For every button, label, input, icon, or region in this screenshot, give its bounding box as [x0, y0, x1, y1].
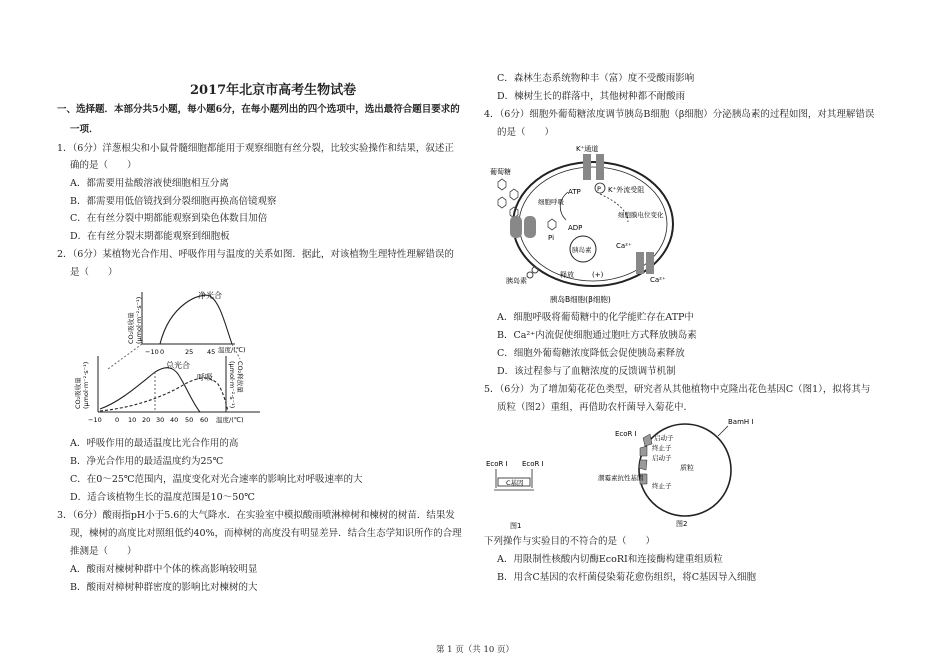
q2-bot-xtick: 0	[115, 416, 120, 424]
q2-bot-ylabel-right: CO₂释放量(μmol·m⁻²·s⁻¹)	[228, 361, 244, 409]
q1-option-d: D．在有丝分裂末期都能观察到细胞板	[70, 231, 230, 242]
q1-stem-cont: 确的是（ ）	[70, 160, 137, 171]
q3-stem: 3．（6分）酸雨指pH小于5.6的大气降水．在实验室中模拟酸雨喷淋樟树和楝树的树苗．结果发	[57, 510, 455, 521]
promoter2-label: 启动子	[652, 454, 672, 462]
insulin-label: 胰岛素	[506, 277, 527, 285]
q2-stem-cont: 是（ ）	[70, 267, 118, 278]
p-label: P	[597, 185, 601, 193]
q3-option-b: B．酸雨对樟树种群密度的影响比对楝树的大	[70, 582, 258, 593]
q2-top-xtick: −10	[145, 348, 159, 356]
q2-bot-xlabel: 温度/(℃)	[216, 416, 244, 424]
q2-stem: 2．（6分）某植物光合作用、呼吸作用与温度的关系如图．据此，对该植物生理特性理解错误的	[57, 249, 454, 260]
respiration-label: 细胞呼吸	[538, 198, 564, 206]
q3-option-d: D．楝树生长的群落中，其他树种都不耐酸雨	[497, 91, 686, 102]
q2-option-b: B．净光合作用的最适温度约为25℃	[70, 456, 224, 467]
membrane-label: 细胞膜电位变化	[618, 211, 664, 219]
q2-option-c: C．在0～25℃范围内，温度变化对光合速率的影响比对呼吸速率的大	[70, 474, 363, 485]
q4-stem: 4．（6分）细胞外葡萄糖浓度调节胰岛B细胞（β细胞）分泌胰岛素的过程如图，对其理解错误	[484, 109, 875, 120]
q5-stem: 5．（6分）为了增加菊花花色类型，研究者从其他植物中克隆出花色基因C（图1），拟将其与	[484, 384, 871, 395]
q4-option-b: B．Ca²⁺内流促使细胞通过胞吐方式释放胰岛素	[497, 330, 697, 341]
gene-c-label: C基因	[506, 479, 524, 487]
ca-in-label: Ca²⁺	[616, 242, 632, 250]
q2-figure	[60, 284, 270, 428]
q5-option-b: B．用含C基因的农杆菌侵染菊花愈伤组织，将C基因导入细胞	[497, 572, 757, 583]
bamhi-label: BamH Ⅰ	[728, 418, 754, 426]
ca-out-label: Ca²⁺	[650, 276, 666, 284]
q5-figure	[480, 416, 780, 532]
pi-label: Pi	[548, 234, 555, 242]
q2-option-d: D．适合该植物生长的温度范围是10～50℃	[70, 492, 255, 503]
glucose-label: 葡萄糖	[490, 168, 511, 176]
section-heading: 一、选择题．本部分共5小题，每小题6分，在每小题列出的四个选项中，选出最符合题目要求的	[57, 104, 460, 115]
q5-question: 下列操作与实验目的不符合的是（ ）	[484, 536, 656, 547]
q3-stem-cont2: 推测是（ ）	[70, 546, 137, 557]
q2-top-xtick: 45	[207, 348, 216, 356]
q5-option-a: A．用限制性核酸内切酶EcoRI和连接酶构建重组质粒	[497, 554, 723, 565]
fig2-caption: 图2	[676, 520, 688, 528]
section-heading-cont: 一项．	[70, 124, 99, 135]
q3-option-c: C．森林生态系统物种丰（富）度不受酸雨影响	[497, 73, 695, 84]
q2-top-xlabel: 温度/(℃)	[218, 346, 246, 354]
release-label: 释放	[560, 271, 574, 279]
plus-label: (+)	[592, 271, 604, 279]
ca-channel	[636, 252, 644, 274]
q3-option-a: A．酸雨对楝树种群中个体的株高影响较明显	[70, 564, 258, 575]
q2-bot-xtick: 40	[170, 416, 179, 424]
page-title: 2017年北京市高考生物试卷	[190, 83, 357, 98]
promoter1-label: 启动子	[654, 434, 674, 442]
adp-label: ADP	[568, 224, 583, 232]
plasmid-ecori-label: EcoR Ⅰ	[615, 430, 637, 438]
terminator2-label: 终止子	[652, 482, 672, 490]
q2-bot-xtick: −10	[88, 416, 102, 424]
q2-option-a: A．呼吸作用的最适温度比光合作用的高	[70, 438, 239, 449]
q4-figure	[488, 142, 688, 307]
k-channel	[596, 154, 604, 180]
fig1-ecori-right: EcoR Ⅰ	[522, 460, 544, 468]
k-efflux-label: K⁺外流受阻	[608, 186, 645, 194]
q2-top-xtick: 0	[160, 348, 165, 356]
ca-channel	[646, 252, 654, 274]
fig1-caption: 图1	[510, 522, 522, 530]
terminator1-label: 终止子	[652, 444, 672, 452]
q4-option-d: D．该过程参与了血糖浓度的反馈调节机制	[497, 366, 676, 377]
q2-bot-xtick: 60	[200, 416, 209, 424]
q2-bot-xtick: 10	[128, 416, 137, 424]
q2-resp-label: 呼吸	[197, 373, 213, 382]
q1-option-a: A．都需要用盐酸溶液使细胞相互分离	[70, 178, 229, 189]
k-channel	[583, 154, 591, 180]
glucose-transporter	[510, 216, 522, 238]
insulin-vesicle-label: 胰岛素	[572, 246, 592, 254]
page-footer: 第 1 页（共 10 页）	[435, 645, 515, 655]
q2-total-label: 总光合	[166, 361, 190, 370]
q4-option-a: A．细胞呼吸将葡萄糖中的化学能贮存在ATP中	[497, 312, 694, 323]
fig1-ecori-left: EcoR Ⅰ	[486, 460, 508, 468]
atp-label: ATP	[568, 188, 581, 196]
q4-option-c: C．细胞外葡萄糖浓度降低会促使胰岛素释放	[497, 348, 685, 359]
q1-option-b: B．都需要用低倍镜找到分裂细胞再换高倍镜观察	[70, 196, 277, 207]
q1-option-c: C．在有丝分裂中期都能观察到染色体数目加倍	[70, 213, 268, 224]
q2-bot-xtick: 50	[185, 416, 194, 424]
resistance-label: 潮霉素抗性基因	[598, 474, 644, 482]
q5-stem-cont: 质粒（图2）重组，再借助农杆菌导入菊花中．	[497, 402, 694, 413]
plasmid-label: 质粒	[680, 464, 694, 472]
k-channel-label: K⁺通道	[576, 145, 599, 153]
q3-stem-cont: 现，楝树的高度比对照组低约40%，而樟树的高度没有明显差异．结合生态学知识所作的合理	[70, 528, 462, 539]
cell-label: 胰岛B细胞(β细胞)	[550, 295, 611, 304]
q4-stem-cont: 的是（ ）	[497, 127, 555, 138]
q2-bot-xtick: 20	[142, 416, 151, 424]
q2-top-xtick: 25	[185, 348, 194, 356]
q1-stem: 1．（6分）洋葱根尖和小鼠骨髓细胞都能用于观察细胞有丝分裂，比较实验操作和结果，叙述正	[57, 143, 454, 154]
q2-bot-ylabel-left: CO₂吸收量(μmol·m⁻²·s⁻¹)	[74, 361, 90, 409]
q2-bot-xtick: 30	[156, 416, 165, 424]
glucose-transporter	[524, 216, 536, 238]
q2-top-net-label: 净光合	[198, 291, 222, 300]
q2-top-ylabel: CO₂吸收量(μmol·m⁻²·s⁻¹)	[127, 296, 143, 344]
